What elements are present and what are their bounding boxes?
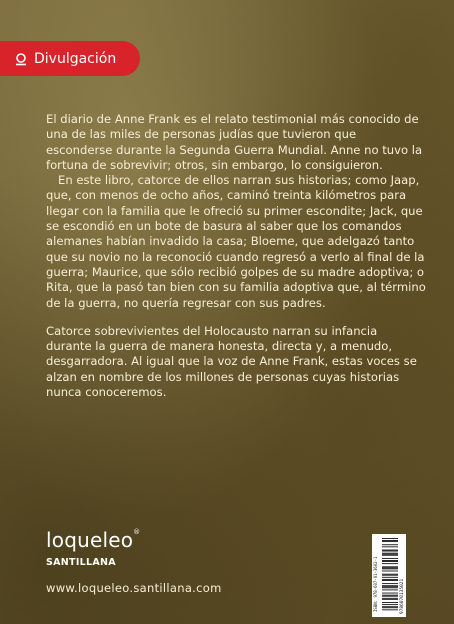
trademark-mark: ®: [133, 528, 141, 536]
barcode-bar: [382, 571, 398, 572]
barcode-bar: [382, 538, 398, 539]
category-tab: [0, 41, 140, 76]
barcode-bar: [382, 550, 398, 551]
barcode-bar: [382, 560, 398, 561]
barcode-bar: [382, 580, 398, 581]
isbn-barcode: [372, 534, 406, 617]
barcode-bar: [382, 567, 398, 568]
barcode-bar: [382, 561, 398, 562]
loqueleo-logo: [46, 528, 140, 552]
barcode-bar: [382, 609, 398, 610]
category-label: Divulgación: [34, 50, 117, 67]
barcode-bar: [382, 544, 398, 545]
barcode-bar: [382, 540, 398, 541]
publisher-website: www.loqueleo.santillana.com: [46, 581, 222, 595]
barcode-bar: [382, 595, 398, 596]
barcode-bar: [382, 555, 398, 556]
barcode-bar: [382, 563, 398, 564]
back-cover-blurb: [46, 112, 426, 400]
barcode-bar: [382, 596, 398, 597]
barcode-bar: [382, 541, 398, 542]
barcode-bar: [382, 546, 398, 547]
barcode-bar: [382, 602, 398, 603]
barcode-bar: [382, 574, 398, 575]
tag-icon: [14, 52, 28, 66]
barcode-bar: [382, 553, 398, 554]
barcode-bar: [382, 558, 398, 559]
barcode-bar: [382, 586, 398, 587]
barcode-bar: [382, 575, 398, 576]
barcode-bar: [382, 599, 398, 600]
barcode-bar: [382, 551, 398, 552]
barcode-bar: [382, 585, 398, 586]
barcode-bar: [382, 554, 398, 555]
barcode-bar: [382, 566, 398, 567]
barcode-bar: [382, 606, 398, 607]
barcode-bar: [382, 568, 398, 569]
barcode-bar: [382, 604, 398, 605]
barcode-bar: [382, 607, 398, 608]
blurb-paragraph: El diario de Anne Frank es el relato testimonial más conocido de una de las miles de personas judías que tuvieron que esconderse durante la Segunda Guerra Mundial. Anne no tuvo la fortuna de sobrevivir; otros, sin embargo, lo consiguieron.: [46, 112, 423, 172]
barcode-bar: [382, 577, 398, 578]
barcode-bar: [382, 579, 398, 580]
blurb-paragraph: En este libro, catorce de ellos narran sus historias; como Jaap, que, con menos de ocho años, caminó treinta kilómetros para llegar con la familia que le ofreció su primer escondite; Jack, que se escondió en un bote de basura al saber que los comandos alemanes habían invadido la casa; Bloeme, que adelgazó tanto que su novio no la reconoció cuando regresó a verlo al final de la guerra; Maurice, que sólo recibió golpes de su madre adoptiva; o Rita, que la pasó tan bien con su familia adoptiva que, al término de la guerra, no quería regresar con sus padres.: [46, 173, 426, 310]
blurb-paragraph: Catorce sobrevivientes del Holocausto narran su infancia durante la guerra de manera honesta, directa y, a menudo, desgarradora. Al igual que la voz de Anne Frank, estas voces se alzan en nombre de los millones de personas cuyas historias nunca conoceremos.: [46, 323, 417, 400]
isbn-text: ISBN: 978-607-01-3602-1: [373, 556, 378, 612]
barcode-digits: 9786070135021: [400, 578, 405, 614]
barcode-bar: [382, 598, 398, 599]
barcode-bar: [382, 587, 398, 588]
barcode-bar: [382, 583, 398, 584]
publisher-name: SANTILLANA: [46, 557, 116, 568]
barcode-bar: [382, 589, 398, 590]
barcode-bar: [382, 593, 398, 594]
logo-text: loqueleo: [46, 528, 134, 552]
